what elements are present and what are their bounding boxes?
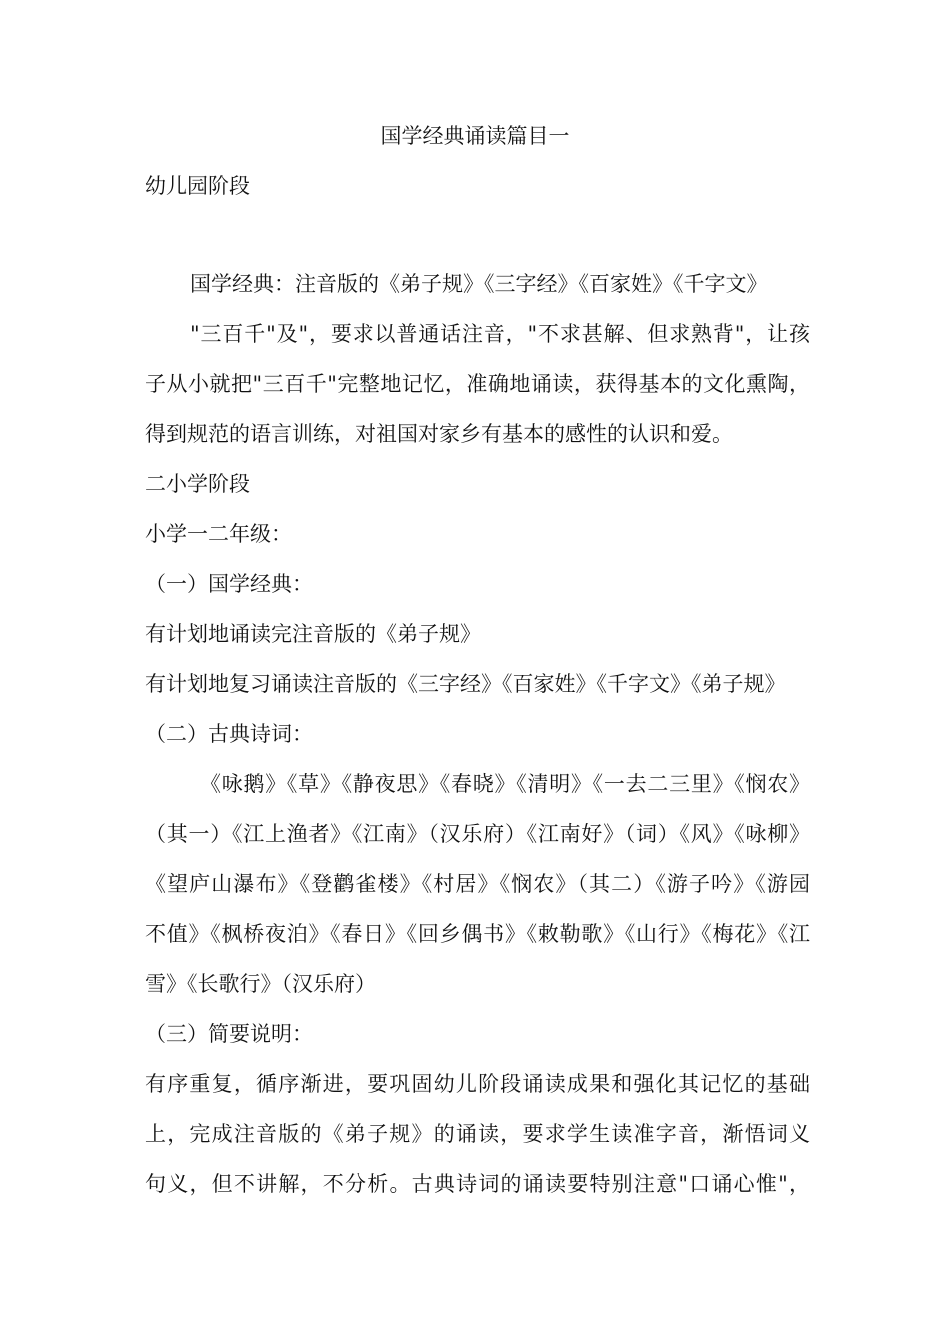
poem-list-line: 雪》《长歌行》（汉乐府）: [145, 972, 376, 996]
poem-list-line: 《望庐山瀑布》《登鹳雀楼》《村居》《悯农》（其二）《游子吟》《游园: [145, 872, 810, 896]
paragraph-line: 句义，但不讲解，不分析。古典诗词的诵读要特别注意"口诵心惟"，: [145, 1172, 810, 1196]
section-heading-kindergarten: 幼儿园阶段: [145, 174, 250, 198]
subsection-heading-grade: 小学一二年级：: [145, 522, 292, 546]
paragraph-line: 子从小就把"三百千"完整地记忆，准确地诵读，获得基本的文化熏陶，: [145, 372, 810, 396]
subsection-heading-poetry: （二）古典诗词：: [145, 722, 313, 746]
paragraph-line: "三百千"及"，要求以普通话注音，"不求甚解、但求熟背"，让孩: [190, 322, 810, 346]
subsection-heading-classics: （一）国学经典：: [145, 572, 313, 596]
poem-list-line: 不值》《枫桥夜泊》《春日》《回乡偶书》《敕勒歌》《山行》《梅花》《江: [145, 922, 810, 946]
poem-list-line: 《咏鹅》《草》《静夜思》《春晓》《清明》《一去二三里》《悯农》: [200, 772, 810, 796]
paragraph-line: 上，完成注音版的《弟子规》的诵读，要求学生读准字音，渐悟词义: [145, 1122, 810, 1146]
poem-list-line: （其一）《江上渔者》《江南》（汉乐府）《江南好》（词）《风》《咏柳》: [145, 822, 810, 846]
paragraph-line: 国学经典：注音版的《弟子规》《三字经》《百家姓》《千字文》: [190, 272, 768, 296]
paragraph-line: 有计划地复习诵读注音版的《三字经》《百家姓》《千字文》《弟子规》: [145, 672, 786, 696]
section-heading-primary: 二小学阶段: [145, 472, 250, 496]
paragraph-line: 有计划地诵读完注音版的《弟子规》: [145, 622, 481, 646]
subsection-heading-notes: （三）简要说明：: [145, 1022, 313, 1046]
paragraph-line: 有序重复，循序渐进，要巩固幼儿阶段诵读成果和强化其记忆的基础: [145, 1072, 810, 1096]
document-title: 国学经典诵读篇目一: [380, 124, 570, 148]
paragraph-line: 得到规范的语言训练，对祖国对家乡有基本的感性的认识和爱。: [145, 422, 733, 446]
